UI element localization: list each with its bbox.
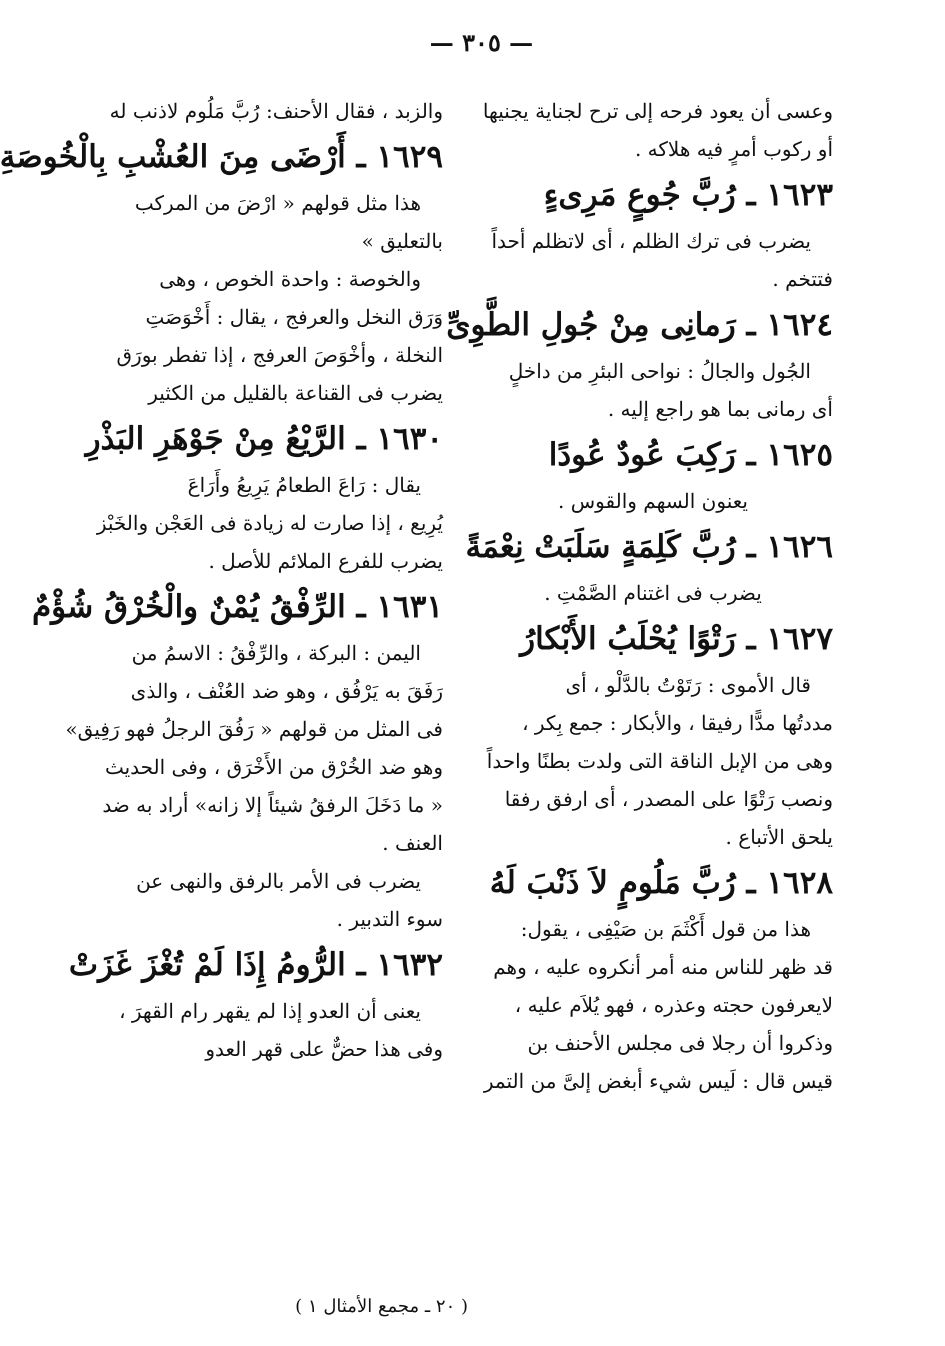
text-line: والزبد ، فقال الأحنف: رُبَّ مَلُوم لاذنب له (109, 99, 443, 123)
text-line: بالتعليق » (361, 229, 443, 253)
text-line: فتتخم . (772, 267, 833, 291)
proverb-heading-1628: ١٦٢٨ ـ رُبَّ مَلُومٍ لاَ ذَنْبَ لَهُ (489, 865, 833, 901)
text-line: يضرب فى القناعة بالقليل من الكثير (148, 381, 443, 405)
proverb-heading-1630: ١٦٣٠ ـ الرَّيْعُ مِنْ جَوْهَرِ البَذْرِ (85, 421, 443, 457)
text-line: هذا مثل قولهم « ارْضَ من المركب (134, 191, 421, 215)
text-line: وذكروا أن رجلا فى مجلس الأحنف بن (527, 1031, 833, 1055)
proverb-heading-1625: ١٦٢٥ ـ رَكِبَ عُودٌ عُودًا (548, 437, 833, 473)
text-line: ونصب رَتْوًا على المصدر ، أى ارفق رفقا (504, 787, 833, 811)
text-line: هذا من قول أَكْثَمَ بن صَيْفِى ، يقول: (520, 917, 811, 941)
text-line: وهو ضد الخُرْق من الأَخْرَق ، وفى الحديث (104, 755, 443, 779)
text-line: أى رمانى بما هو راجع إليه . (607, 397, 833, 421)
proverb-heading-1632: ١٦٣٢ ـ الرُّومُ إِذَا لَمْ تُغْزَ غَزَتْ (68, 947, 443, 983)
proverb-heading-1631: ١٦٣١ ـ الرِّفْقُ يُمْنٌ والْخُرْقُ شُؤْمٌ (31, 589, 443, 625)
text-line: يضرب للفرع الملائم للأصل . (208, 549, 443, 573)
text-line: وفى هذا حضٌّ على قهر العدو (205, 1037, 443, 1061)
text-line: العنف . (382, 831, 443, 855)
text-line: اليمن : البركة ، والرِّفْقُ : الاسمُ من (131, 641, 421, 665)
text-line: أو ركوب أمرٍ فيه هلاكه . (634, 137, 833, 161)
text-line: وهى من الإبل الناقة التى ولدت بطنًا واحداً (486, 749, 833, 773)
text-line: يضرب فى الأمر بالرفق والنهى عن (136, 869, 421, 893)
page-number: — ٣٠٥ — (429, 28, 534, 57)
text-line: يضرب فى اغتنام الصَّمْتِ . (544, 581, 762, 605)
text-line: وعسى أن يعود فرحه إلى ترح لجناية يجنيها (482, 99, 833, 123)
right-column (446, 92, 833, 1292)
text-line: فى المثل من قولهم « رَفُقَ الرجلُ فهو رَفِيق» (65, 717, 443, 741)
text-line: والخوصة : واحدة الخوص ، وهى (159, 267, 421, 291)
text-line: يعنى أن العدو إذا لم يقهر رام القهرَ ، (119, 999, 421, 1023)
text-line: النخلة ، وأخْوَصَ العرفج ، إذا تفطر بورَق (116, 343, 443, 367)
text-line: قال الأموى : رَتَوْتُ بالدَّلْو ، أى (565, 673, 811, 697)
left-column (0, 92, 443, 1292)
text-line: قيس قال : لَيس شيء أبغض إلىَّ من التمر (483, 1069, 833, 1093)
proverb-heading-1626: ١٦٢٦ ـ رُبَّ كَلِمَةٍ سَلَبَتْ نِعْمَةً (465, 529, 833, 565)
text-line: يعنون السهم والقوس . (558, 489, 748, 513)
proverb-heading-1624: ١٦٢٤ ـ رَمانِى مِنْ جُولِ الطَّوِىِّ (446, 307, 833, 343)
text-line: وَرَق النخل والعرفج ، يقال : أَخْوَصَتِ (145, 305, 443, 329)
text-line: لايعرفون حجته وعذره ، فهو يُلاَم عليه ، (514, 993, 833, 1017)
text-line: يقال : رَاعَ الطعامُ يَرِيعُ وأَرَاعَ (187, 473, 421, 497)
text-line: الجُول والجالُ : نواحى البئرِ من داخلٍ (508, 359, 811, 383)
footer-signature: ( ٢٠ ـ مجمع الأمثال ١ ) (295, 1296, 468, 1317)
text-line: يُرِيع ، إذا صارت له زيادة فى العَجْن والخَبْز (96, 511, 443, 535)
proverb-heading-1623: ١٦٢٣ ـ رُبَّ جُوعٍ مَرِىءٍ (543, 177, 833, 213)
text-line: قد ظهر للناس منه أمر أنكروه عليه ، وهم (493, 955, 833, 979)
text-line: مددتُها مدًّا رفيقا ، والأبكار : جمع بِكر ، (522, 711, 833, 735)
text-line: رَفَقَ به يَرْفُق ، وهو ضد العُنْف ، والذى (130, 679, 443, 703)
proverb-heading-1629: ١٦٢٩ ـ أَرْضَى مِنَ العُشْبِ بِالْخُوصَةِ (0, 139, 443, 175)
text-line: يضرب فى ترك الظلم ، أى لاتظلم أحداً (491, 229, 811, 253)
text-line: يلحق الأتباع . (725, 825, 833, 849)
proverb-heading-1627: ١٦٢٧ ـ رَتْوًا يُحْلَبُ الأَبْكارُ (520, 621, 833, 657)
text-line: « ما دَخَلَ الرفقُ شيئاً إلا زانه» أراد به ضد (102, 793, 443, 817)
text-line: سوء التدبير . (336, 907, 443, 931)
